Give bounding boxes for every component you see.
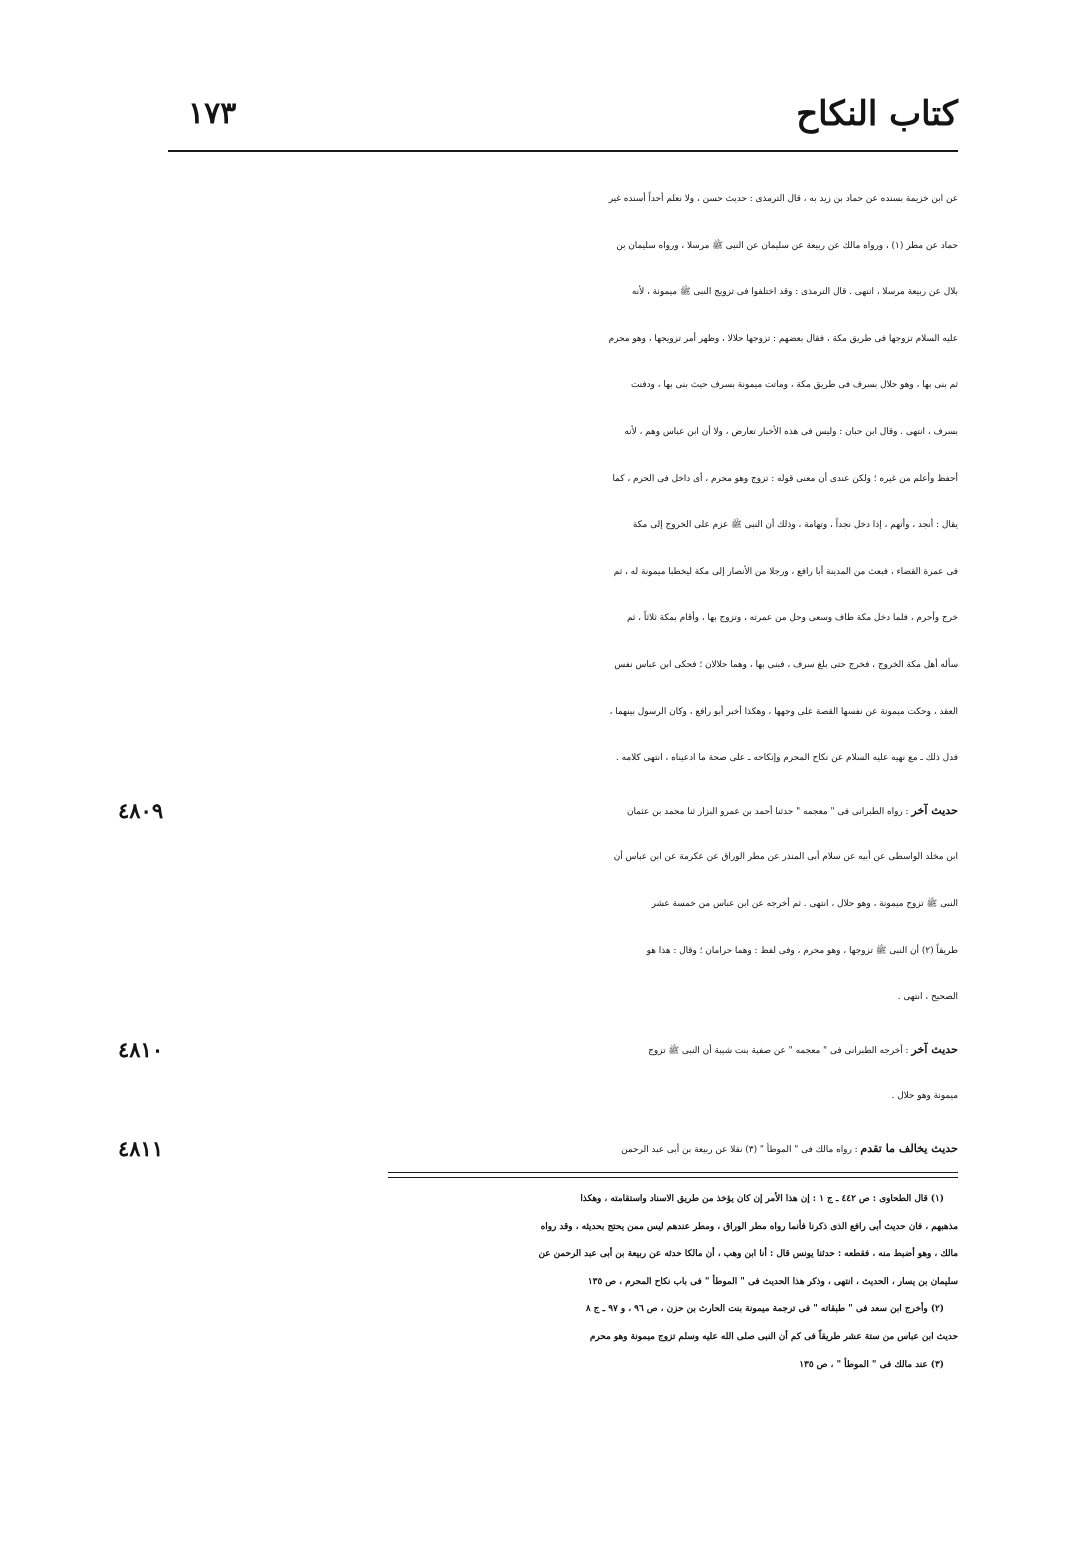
text-line: الصحيح ، انتهى . — [897, 992, 958, 1003]
footnote-line: مالك ، وهو أضبط منه ، فقطعه : حدثنا يونس قال : أنا ابن وهب ، أن مالكا حدثه عن ربيعة بن أبى عبد الرحمن عن — [538, 1249, 958, 1260]
footnote-line: سليمان بن يسار ، الحديث ، انتهى ، وذكر هذا الحديث فى " الموطأ " فى باب نكاح المحرم ، ص ١٣٥ — [587, 1276, 958, 1287]
text-line: خرج وأحرم ، فلما دخل مكة طاف وسعى وحل من عمرته ، وتزوج بها ، وأقام بمكة ثلاثاً ، ثم — [626, 613, 958, 624]
hadith-number: ٤٨٠٩ — [118, 797, 164, 823]
text-line: حماد عن مطر (١) ، ورواه مالك عن ربيعة عن سليمان عن النبى ﷺ مرسلا ، ورواه سليمان بن — [616, 240, 958, 251]
page-header — [168, 92, 958, 138]
text-line: ميمونة وهو حلال . — [891, 1091, 958, 1102]
hadith-label: حديث آخر — [911, 803, 958, 817]
text-line: النبى ﷺ تزوج ميمونة ، وهو حلال ، انتهى . ثم أخرجه عن ابن عباس من خمسة عشر — [651, 898, 958, 909]
hadith-label: حديث يخالف ما تقدم — [860, 1141, 958, 1155]
text-line: عن ابن خزيمة بسنده عن حماد بن زيد به ، قال الترمذى : حديث حسن ، ولا نعلم أحداً أسنده غير — [608, 194, 958, 204]
footnote-divider — [388, 1177, 958, 1178]
text-line: سأله أهل مكة الخروج ، فخرج حتى بلغ سرف ، فبنى بها ، وهما حلالان ؛ فحكى ابن عباس نفس — [614, 659, 958, 670]
footnote-line: (٣) عند مالك فى " الموطأ " ، ص ١٣٥ — [799, 1359, 944, 1370]
hadith-number: ٤٨١١ — [118, 1135, 164, 1161]
text-line: يقال : أنجد ، وأتهم ، إذا دخل نجداً ، وتهامة ، وذلك أن النبى ﷺ عزم على الخروج إلى مكة — [632, 520, 958, 531]
text-line: فدل ذلك ـ مع نهيه عليه السلام عن نكاح المحرم وإنكاحه ـ على صحة ما ادعيناه ، انتهى كلامه . — [615, 753, 958, 764]
text-line: ابن مخلد الواسطى عن أبيه عن سلام أبى المنذر عن مطر الوراق عن عكرمة عن ابن عباس أن — [613, 852, 958, 863]
hadith-text: : أخرجه الطبرانى فى " معجمه " عن صفية بنت شيبة أن النبى ﷺ تزوج — [648, 1045, 909, 1056]
footnote-line: (١) قال الطحاوى : ص ٤٤٢ ـ ج ١ : إن هذا الأمر إن كان يؤخذ من طريق الاسناد واستقامته ، وهكذا — [580, 1194, 944, 1204]
hadith-text: : رواه مالك فى " الموطأ " (٣) نقلا عن ربيعة بن أبى عبد الرحمن — [621, 1144, 858, 1155]
header-divider — [168, 150, 958, 152]
text-line: بسرف ، انتهى . وقال ابن حبان : وليس فى هذه الأخبار تعارض ، ولا أن ابن عباس وهم ، لأنه — [624, 426, 958, 437]
hadith-number: ٤٨١٠ — [118, 1036, 164, 1062]
running-title: كتاب النكاح — [796, 94, 958, 134]
footnote-line: (٢) وأخرج ابن سعد فى " طبقاته " فى ترجمة ميمونة بنت الحارث بن حزن ، ص ٩٦ ، و ٩٧ ـ ج ٨ — [585, 1304, 944, 1315]
text-line: عليه السلام تزوجها فى طريق مكة ، فقال بعضهم : تزوجها حلالا ، وظهر أمر تزويجها ، وهو محرم — [608, 333, 958, 344]
text-line: طريقاً (٢) أن النبى ﷺ تزوجها ، وهو محرم ، وفى لفظ : وهما حرامان ؛ وقال : هذا هو — [646, 945, 958, 956]
text-line: ثم بنى بها ، وهو حلال بسرف فى طريق مكة ، وماتت ميمونة بسرف حيث بنى بها ، ودفنت — [630, 380, 958, 391]
text-line: أحفظ وأعلم من غيره ؛ ولكن عندى أن معنى قوله : تزوج وهو محرم ، أى داخل فى الحرم ، كما — [612, 473, 958, 484]
hadith-first-line — [118, 1126, 958, 1173]
hadith-label: حديث آخر — [911, 1042, 958, 1056]
footnote-line: حديث ابن عباس من ستة عشر طريقاً فى كم أن النبى صلى الله عليه وسلم تزوج ميمونة وهو محرم — [589, 1331, 958, 1342]
main-text — [118, 176, 958, 1172]
footnotes — [168, 1186, 958, 1379]
hadith-first-line — [118, 788, 958, 835]
page-number: ١٧٣ — [188, 96, 237, 131]
text-line: بلال عن ربيعة مرسلا ، انتهى . قال الترمذى : وقد اختلفوا فى تزويج النبى ﷺ ميمونة ، لأنه — [631, 287, 958, 298]
footnote-line: مذهبهم ، فان حديث أبى رافع الذى ذكرنا فأنما رواه مطر الوراق ، ومطر عندهم ليس ممن يحتج بحديثه ، وقد رواه — [540, 1221, 958, 1232]
footnote-divider — [388, 1172, 958, 1173]
text-line: العقد ، وحكت ميمونة عن نفسها القصة على وجهها ، وهكذا أخبر أبو رافع ، وكان الرسول بينهما ، — [609, 706, 958, 717]
hadith-first-line — [118, 1027, 958, 1074]
hadith-text: : رواه الطبرانى فى " معجمه " حدثنا أحمد بن عمرو البزار ثنا محمد بن عثمان — [626, 806, 909, 817]
text-line: فى عمرة القضاء ، فبعث من المدينة أبا رافع ، ورجلا من الأنصار إلى مكة ليخطبا ميمونة له ، ثم — [613, 566, 958, 577]
